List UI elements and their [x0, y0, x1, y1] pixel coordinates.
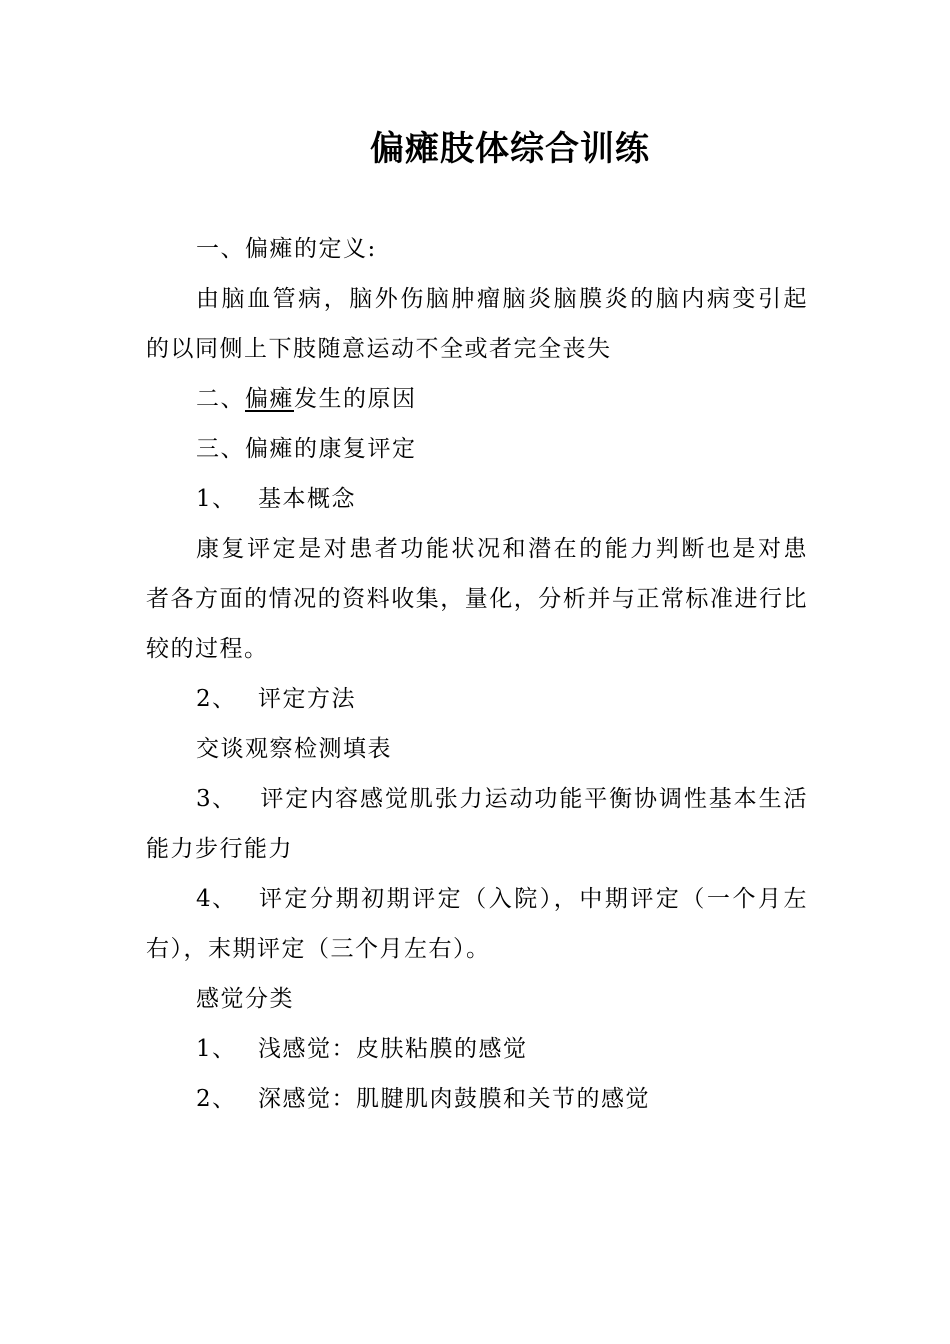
list-item-number: 3、 [196, 786, 237, 812]
list-item-evaluation-method [146, 674, 808, 724]
definition-heading: 一、偏瘫的定义: [196, 236, 377, 262]
list-item-text: 深感觉：肌腱肌肉鼓膜和关节的感觉 [258, 1086, 650, 1112]
list-item-number: 1、 [196, 486, 237, 512]
list-item-text: 评定方法 [258, 686, 356, 712]
page-title: 偏瘫肢体综合训练 [370, 129, 650, 169]
sensation-heading: 感觉分类 [196, 986, 294, 1012]
list-item-evaluation-stages [146, 874, 808, 974]
cause-heading-prefix: 二、 [196, 386, 245, 412]
document-body [146, 224, 808, 1124]
cause-heading [146, 374, 808, 424]
list-item-number: 1、 [196, 1036, 237, 1062]
list-item-number: 2、 [196, 686, 237, 712]
list-item-text: 浅感觉：皮肤粘膜的感觉 [258, 1036, 528, 1062]
list-item-text: 评定内容感觉肌张力运动功能平衡协调性基本生活能力步行能力 [146, 786, 808, 862]
method-paragraph: 交谈观察检测填表 [196, 736, 392, 762]
evaluation-heading: 三、偏瘫的康复评定 [196, 436, 417, 462]
list-item-basic-concept [146, 474, 808, 524]
list-item-number: 2、 [196, 1086, 237, 1112]
list-item-number: 4、 [196, 886, 237, 912]
definition-paragraph: 由脑血管病，脑外伤脑肿瘤脑炎脑膜炎的脑内病变引起的以同侧上下肢随意运动不全或者完全丧失 [146, 286, 808, 362]
list-item-evaluation-content [146, 774, 808, 874]
cause-heading-suffix: 发生的原因 [294, 386, 417, 412]
cause-heading-underlined: 偏瘫 [245, 386, 294, 412]
list-item-text: 基本概念 [258, 486, 356, 512]
list-item-text: 评定分期初期评定（入院），中期评定（一个月左右），末期评定（三个月左右）。 [146, 886, 808, 962]
list-item-deep-sensation [146, 1074, 808, 1124]
concept-paragraph: 康复评定是对患者功能状况和潜在的能力判断也是对患者各方面的情况的资料收集，量化，分析并与正常标准进行比较的过程。 [146, 536, 808, 662]
list-item-superficial-sensation [146, 1024, 808, 1074]
